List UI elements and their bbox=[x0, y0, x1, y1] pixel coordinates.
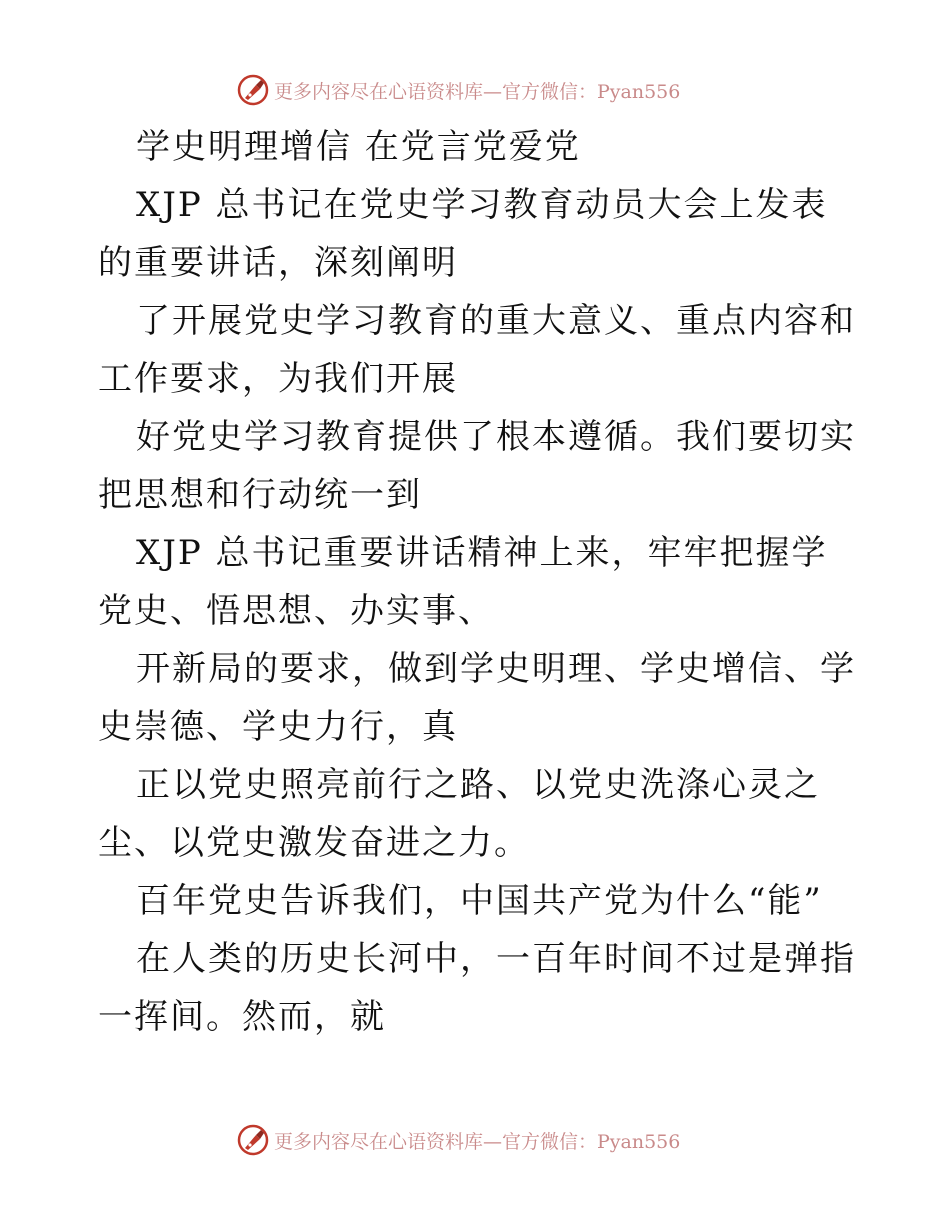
pen-nib-logo-icon bbox=[236, 1123, 270, 1157]
paragraph: XJP 总书记重要讲话精神上来，牢牢把握学党史、悟思想、办实事、 bbox=[98, 533, 828, 631]
header-banner-text: 更多内容尽在心语资料库—官方微信：Pyan556 bbox=[274, 80, 681, 103]
pen-nib-logo-icon bbox=[236, 73, 270, 107]
paragraph: 在人类的历史长河中，一百年时间不过是弹指一挥间。然而，就 bbox=[98, 939, 856, 1037]
paragraph: 正以党史照亮前行之路、以党史洗涤心灵之尘、以党史激发奋进之力。 bbox=[98, 765, 820, 863]
paragraph: 了开展党史学习教育的重大意义、重点内容和工作要求，为我们开展 bbox=[98, 301, 856, 399]
paragraph: 百年党史告诉我们，中国共产党为什么“能” bbox=[136, 881, 823, 921]
footer-banner bbox=[236, 1122, 716, 1158]
paragraph: XJP 总书记在党史学习教育动员大会上发表的重要讲话，深刻阐明 bbox=[98, 185, 828, 283]
footer-banner-text: 更多内容尽在心语资料库—官方微信：Pyan556 bbox=[274, 1130, 681, 1153]
document-body bbox=[98, 118, 858, 1046]
header-banner bbox=[236, 72, 716, 108]
paragraph: 好党史学习教育提供了根本遵循。我们要切实把思想和行动统一到 bbox=[98, 417, 856, 515]
paragraph-title: 学史明理增信 在党言党爱党 bbox=[136, 127, 581, 167]
paragraph: 开新局的要求，做到学史明理、学史增信、学史崇德、学史力行，真 bbox=[98, 649, 856, 747]
